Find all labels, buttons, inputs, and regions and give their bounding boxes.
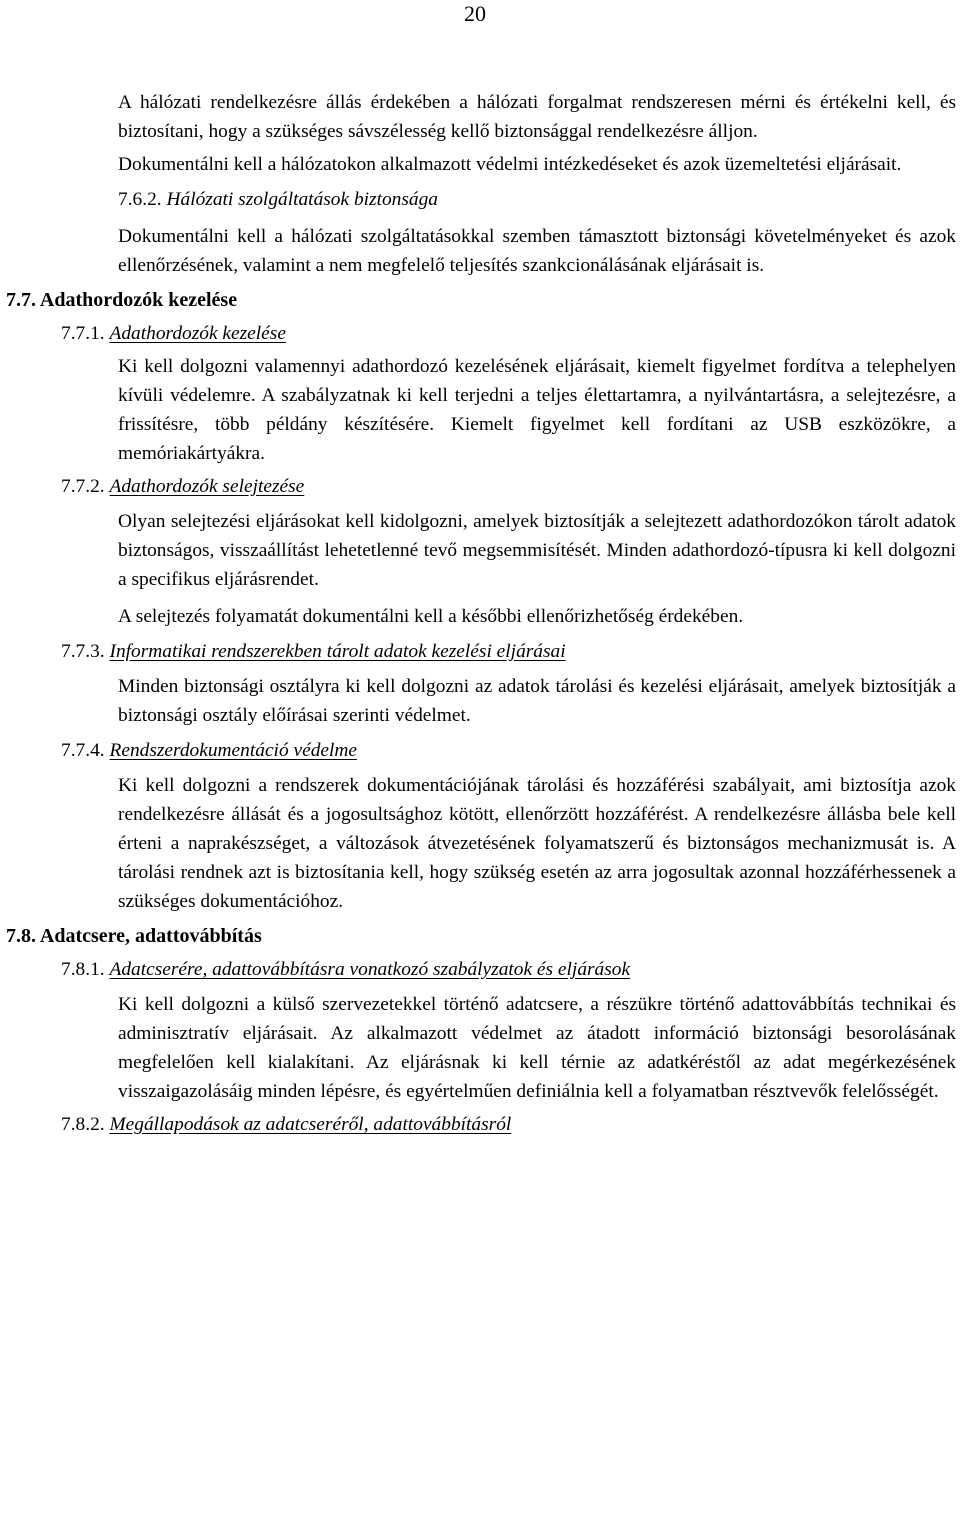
subsection-number: 7.8.1. — [61, 959, 105, 980]
section-heading: 7.8. Adatcsere, adattovábbítás — [6, 925, 262, 947]
document-body — [6, 88, 956, 1139]
paragraph: Ki kell dolgozni a külső szervezetekkel történő adatcsere, a részükre történő adattovábbítás technikai és adminisztratív eljárásait. Az alkalmazott védelmet az átadott információ biztonsági besorolásának megfelelően kell kialakítani. Az eljárásnak ki kell térnie az adatkéréstől az adat megérkezésének visszaigazolásáig minden lépésre, és egyértelműen definiálnia kell a folyamatban résztvevők felelősségét. — [118, 994, 956, 1102]
subsection-number: 7.7.2. — [61, 476, 105, 497]
subsection-title: Informatikai rendszerekben tárolt adatok kezelési eljárásai — [109, 641, 566, 662]
paragraph: Ki kell dolgozni valamennyi adathordozó kezelésének eljárásait, kiemelt figyelmet fordítva a telephelyen kívüli védelemre. A szabályzatnak ki kell terjedni a teljes élettartamra, a nyilvántartásra, a selejtezésre, a frissítésre, több példány készítésére. Kiemelt figyelmet kell fordítani az USB eszközökre, a memóriakártyákra. — [118, 356, 956, 464]
subsection-title: Hálózati szolgáltatások biztonsága — [166, 189, 438, 210]
subsection-number: 7.7.3. — [61, 641, 105, 662]
subsection-heading — [61, 319, 956, 348]
subsection-number: 7.7.4. — [61, 740, 105, 761]
subsection-title: Adatcserére, adattovábbításra vonatkozó szabályzatok és eljárások — [109, 959, 631, 980]
subsection-heading — [61, 472, 956, 501]
paragraph: Dokumentálni kell a hálózati szolgáltatásokkal szemben támasztott biztonsági követelményeket és azok ellenőrzésének, valamint a nem megfelelő teljesítés szankcionálásának eljárásait is. — [118, 226, 956, 276]
subsection-heading — [61, 736, 956, 765]
paragraph: Dokumentálni kell a hálózatokon alkalmazott védelmi intézkedéseket és azok üzemeltetési eljárásait. — [118, 154, 902, 175]
paragraph: A hálózati rendelkezésre állás érdekében a hálózati forgalmat rendszeresen mérni és értékelni kell, és biztosítani, hogy a szükséges sávszélesség kellő biztonsággal rendelkezésre álljon. — [118, 92, 956, 142]
subsection-heading — [61, 637, 956, 666]
subsection-number: 7.7.1. — [61, 323, 105, 344]
paragraph: Olyan selejtezési eljárásokat kell kidolgozni, amelyek biztosítják a selejtezett adathordozókon tárolt adatok biztonságos, visszaállítást lehetetlenné tevő megsemmisítését. Minden adathordozó-típusra ki kell dolgozni a specifikus eljárásrendet. — [118, 511, 956, 590]
subsection-title: Adathordozók selejtezése — [109, 476, 305, 497]
paragraph: Minden biztonsági osztályra ki kell dolgozni az adatok tárolási és kezelési eljárásait, amelyek biztosítják a biztonsági osztály előírásai szerinti védelmet. — [118, 676, 956, 726]
section-heading: 7.7. Adathordozók kezelése — [6, 289, 238, 311]
subsection-heading — [118, 185, 956, 214]
paragraph: A selejtezés folyamatát dokumentálni kell a későbbi ellenőrizhetőség érdekében. — [118, 606, 744, 627]
subsection-heading — [61, 1110, 956, 1139]
subsection-heading — [61, 955, 956, 984]
paragraph: Ki kell dolgozni a rendszerek dokumentációjának tárolási és hozzáférési szabályait, ami biztosítja azok rendelkezésre állását és a jogosultsághoz kötött, ellenőrzött hozzáférést. A rendelkezésre állásba bele kell érteni a naprakészséget, a változások átvezetésének folyamatszerű és biztonságos mechanizmusát is. A tárolási rendnek azt is biztosítania kell, hogy szükség esetén az arra jogosultak azonnal hozzáférhessenek a szükséges dokumentációhoz. — [118, 775, 956, 912]
subsection-title: Rendszerdokumentáció védelme — [109, 740, 357, 761]
subsection-number: 7.8.2. — [61, 1114, 105, 1135]
subsection-title: Megállapodások az adatcseréről, adattovábbításról — [109, 1114, 512, 1135]
page-number: 20 — [464, 1, 486, 26]
subsection-number: 7.6.2. — [118, 189, 162, 210]
subsection-title: Adathordozók kezelése — [109, 323, 286, 344]
